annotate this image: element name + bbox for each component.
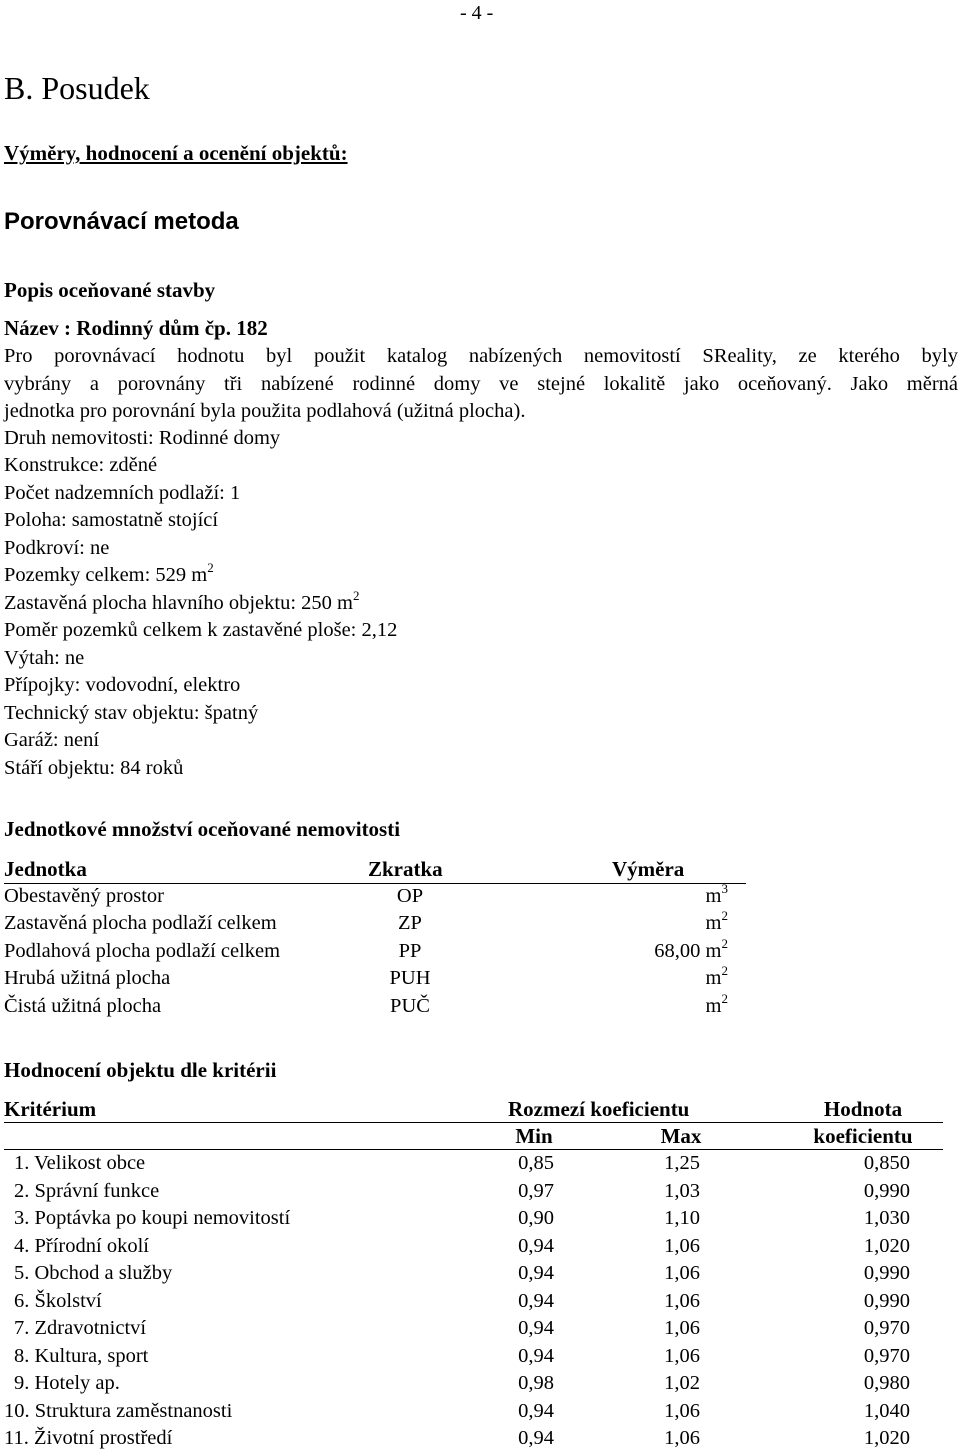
- property-item: Konstrukce: zděné: [4, 454, 158, 476]
- criterion-value: 0,970: [863, 1317, 910, 1339]
- heading-building-name: Název : Rodinný dům čp. 182: [4, 316, 268, 340]
- criterion-value: 1,020: [863, 1427, 910, 1449]
- table-row-abbr: OP: [396, 885, 424, 907]
- criterion-max: 1,03: [664, 1179, 700, 1202]
- criterion-name: 6. Školství: [14, 1289, 102, 1312]
- criterion-max: 1,10: [664, 1207, 700, 1229]
- property-item: Výtah: ne: [4, 647, 85, 669]
- heading-comparative-method: Porovnávací metoda: [4, 208, 239, 235]
- criterion-min: 0,97: [518, 1179, 554, 1202]
- criterion-name: 3. Poptávka po koupi nemovitostí: [14, 1207, 291, 1229]
- criterion-min: 0,94: [518, 1399, 554, 1422]
- superscript: 2: [352, 588, 360, 603]
- column-header-value: Hodnota: [823, 1097, 903, 1121]
- criterion-name: 11. Životní prostředí: [4, 1427, 173, 1449]
- criterion-min: 0,94: [518, 1289, 554, 1312]
- table-row-name: Hrubá užitná plocha: [4, 967, 171, 989]
- intro-line: Pro porovnávací hodnotu byl použit katalog nabízených nemovitostí SReality, ze kterého byly: [4, 345, 958, 367]
- property-item: Počet nadzemních podlaží: 1: [4, 482, 241, 504]
- criterion-value: 1,030: [863, 1207, 910, 1229]
- property-item: Pozemky celkem: 529 $m^2$: [4, 560, 214, 586]
- criterion-max: 1,06: [664, 1427, 700, 1449]
- column-header-measure: Výměra: [612, 857, 685, 881]
- criterion-name: 1. Velikost obce: [14, 1152, 146, 1174]
- criterion-max: 1,02: [664, 1372, 700, 1394]
- criterion-name: 9. Hotely ap.: [14, 1372, 120, 1394]
- table-row-value: $m^3$: [705, 881, 728, 907]
- intro-paragraph: [4, 343, 958, 426]
- property-item: Stáří objektu: 84 roků: [4, 757, 184, 779]
- column-header-criterion: Kritérium: [4, 1097, 97, 1121]
- criterion-name: 2. Správní funkce: [14, 1179, 160, 1202]
- heading-measurements: Výměry, hodnocení a ocenění objektů:: [4, 141, 348, 165]
- table-row-name: Obestavěný prostor: [4, 885, 164, 907]
- criterion-value: 0,990: [863, 1289, 910, 1312]
- property-item: Poměr pozemků celkem k zastavěné ploše: 2,12: [4, 619, 398, 641]
- criterion-min: 0,85: [518, 1152, 554, 1174]
- criterion-value: 1,020: [863, 1234, 910, 1257]
- superscript: 2: [207, 560, 214, 575]
- column-header-value-2: koeficientu: [813, 1124, 913, 1148]
- property-item: Zastavěná plocha hlavního objektu: 250 $m^2$: [4, 588, 360, 614]
- criterion-max: 1,06: [664, 1344, 700, 1367]
- criterion-max: 1,25: [664, 1152, 700, 1174]
- criterion-max: 1,06: [664, 1234, 700, 1257]
- criterion-max: 1,06: [664, 1262, 700, 1284]
- criterion-max: 1,06: [664, 1399, 700, 1422]
- table-row-value: $m^2$: [705, 963, 728, 989]
- header-divider: [4, 1149, 943, 1150]
- criterion-value: 1,040: [863, 1399, 910, 1422]
- property-item: Poloha: samostatně stojící: [4, 509, 219, 531]
- header-divider: [4, 883, 746, 884]
- property-item: Druh nemovitosti: Rodinné domy: [4, 427, 281, 449]
- criterion-name: 5. Obchod a služby: [14, 1262, 173, 1284]
- criterion-max: 1,06: [664, 1317, 700, 1339]
- column-header-range: Rozmezí koeficientu: [508, 1097, 690, 1121]
- table-row-value: $m^2$: [705, 908, 728, 934]
- criterion-min: 0,94: [518, 1262, 554, 1284]
- intro-line: jednotka pro porovnání byla použita podlahová (užitná plocha).: [4, 400, 526, 422]
- table-row-abbr: ZP: [398, 912, 422, 934]
- table-row-name: Čistá užitná plocha: [4, 995, 162, 1017]
- column-header-abbreviation: Zkratka: [368, 857, 443, 881]
- table-row-name: Podlahová plocha podlaží celkem: [4, 940, 281, 962]
- criterion-name: 4. Přírodní okolí: [14, 1234, 149, 1257]
- criterion-value: 0,980: [863, 1372, 910, 1394]
- table-row-value: 68,00 $m^2$: [654, 936, 728, 962]
- table-row-value: $m^2$: [705, 991, 728, 1017]
- column-header-unit: Jednotka: [4, 857, 87, 881]
- criterion-value: 0,850: [863, 1152, 910, 1174]
- heading-building-description: Popis oceňované stavby: [4, 278, 216, 302]
- column-header-min: Min: [515, 1124, 553, 1148]
- criterion-min: 0,94: [518, 1234, 554, 1257]
- page-number: - 4 -: [460, 2, 494, 24]
- criterion-max: 1,06: [664, 1289, 700, 1312]
- heading-evaluation-criteria: Hodnocení objektu dle kritérii: [4, 1058, 277, 1082]
- criterion-min: 0,94: [518, 1427, 554, 1449]
- property-item: Podkroví: ne: [4, 537, 110, 559]
- table-row-abbr: PUH: [389, 967, 431, 989]
- criterion-min: 0,90: [518, 1207, 554, 1229]
- property-item: Přípojky: vodovodní, elektro: [4, 674, 241, 696]
- criterion-value: 0,970: [863, 1344, 910, 1367]
- criterion-min: 0,94: [518, 1317, 554, 1339]
- table-row-name: Zastavěná plocha podlaží celkem: [4, 912, 277, 934]
- column-header-max: Max: [660, 1124, 702, 1148]
- table-row-abbr: PUČ: [390, 995, 430, 1017]
- table-row-abbr: PP: [398, 940, 422, 962]
- property-item: Garáž: není: [4, 729, 100, 751]
- criterion-name: 10. Struktura zaměstnanosti: [4, 1399, 233, 1422]
- intro-line: vybrány a porovnány tři nabízené rodinné domy ve stejné lokalitě jako oceňovaný. Jako měrná: [4, 372, 958, 395]
- criterion-value: 0,990: [863, 1179, 910, 1202]
- criterion-name: 8. Kultura, sport: [14, 1344, 149, 1367]
- section-title: B. Posudek: [4, 70, 150, 106]
- header-divider: [4, 1122, 943, 1123]
- heading-unit-quantities: Jednotkové množství oceňované nemovitosti: [4, 817, 401, 841]
- criterion-min: 0,94: [518, 1344, 554, 1367]
- property-item: Technický stav objektu: špatný: [4, 702, 259, 724]
- criterion-min: 0,98: [518, 1372, 554, 1394]
- criterion-name: 7. Zdravotnictví: [14, 1317, 147, 1339]
- criterion-value: 0,990: [863, 1262, 910, 1284]
